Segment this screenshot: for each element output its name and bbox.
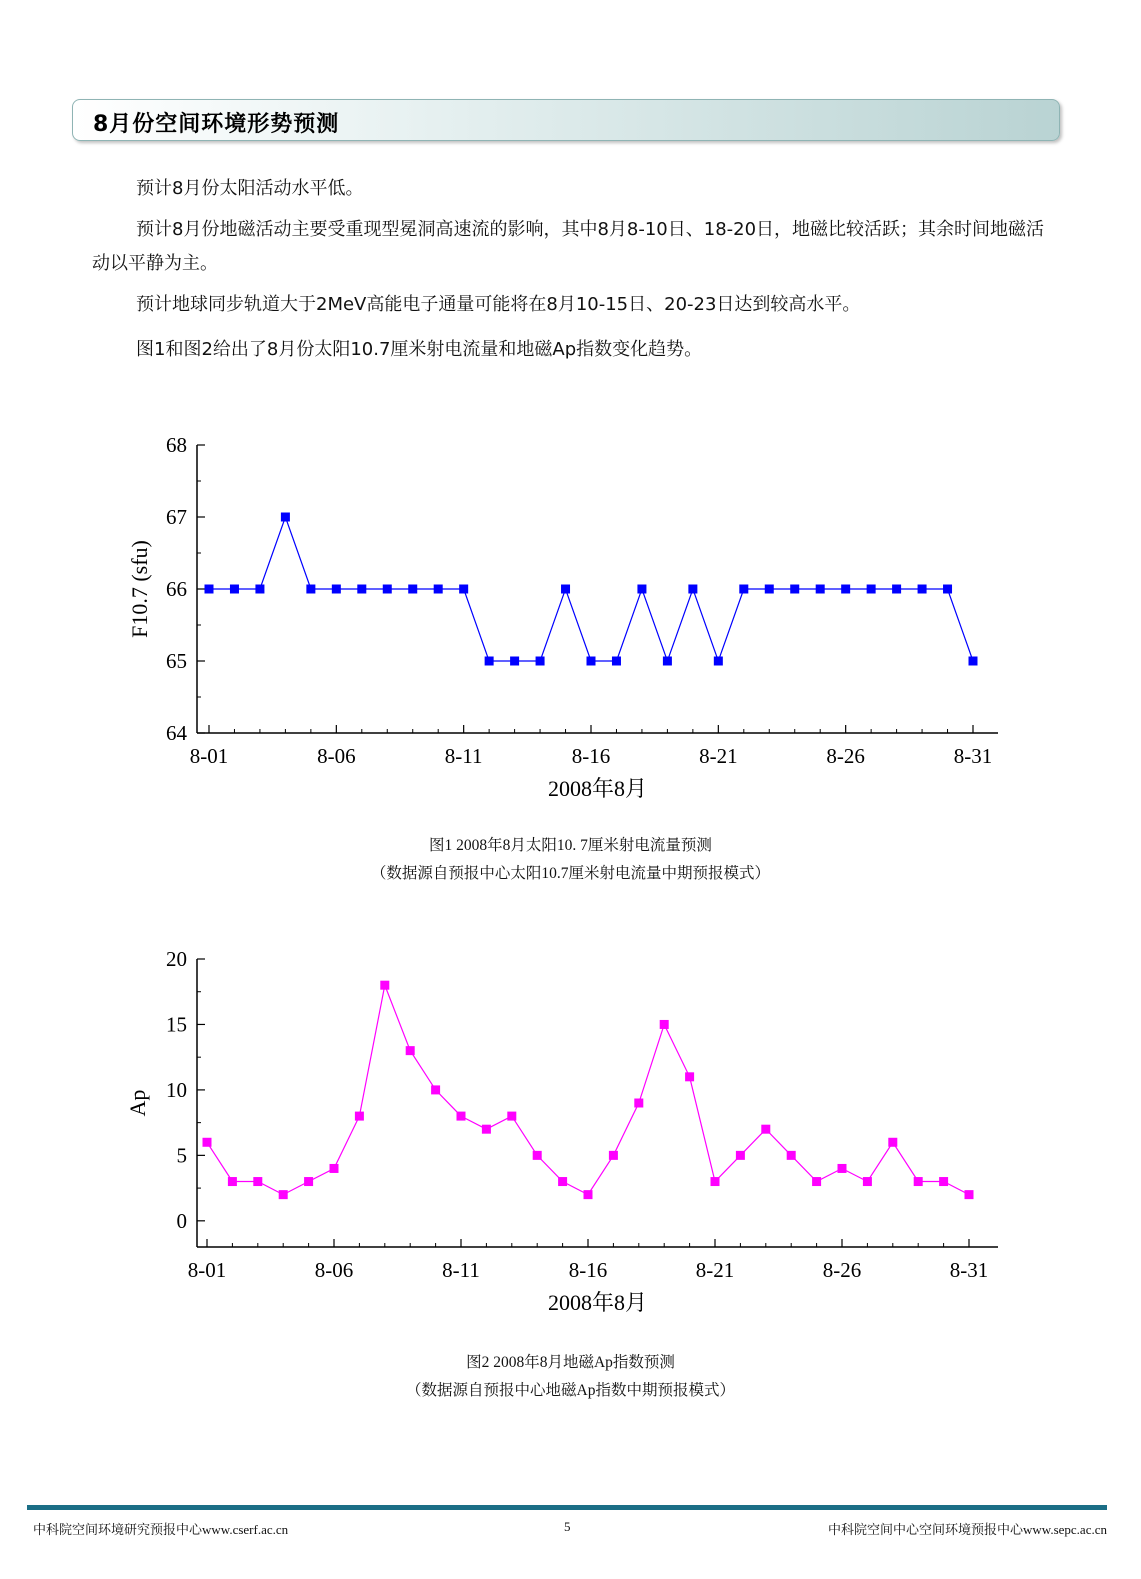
y-tick-label: 67	[166, 505, 187, 529]
paragraph-electron-flux: 预计地球同步轨道大于2MeV高能电子通量可能将在8月10-15日、20-23日达到较高水平。	[136, 294, 861, 315]
data-point	[205, 585, 214, 594]
data-point	[332, 585, 341, 594]
x-tick-label: 8-21	[695, 1258, 735, 1282]
data-point	[867, 585, 876, 594]
data-point	[510, 657, 519, 666]
paragraph-figures-intro: 图1和图2给出了8月份太阳10.7厘米射电流量和地磁Ap指数变化趋势。	[136, 339, 703, 360]
footer-right-link[interactable]: 中科院空间中心空间环境预报中心www.sepc.ac.cn	[828, 1522, 1107, 1537]
data-point	[965, 1190, 974, 1199]
y-tick-label: 64	[166, 721, 187, 745]
y-tick-label: 15	[166, 1012, 187, 1037]
figure1-caption-source: （数据源自预报中心太阳10.7厘米射电流量中期预报模式）	[370, 865, 771, 882]
data-point	[714, 657, 723, 666]
data-point	[507, 1112, 516, 1121]
y-tick-label: 0	[176, 1208, 187, 1233]
paragraph-solar-activity: 预计8月份太阳活动水平低。	[136, 178, 364, 199]
x-tick-label: 8-26	[826, 744, 865, 768]
y-tick-label: 66	[166, 577, 187, 601]
figure1-caption	[0, 832, 1141, 888]
y-axis-title: Ap	[125, 1089, 150, 1117]
data-point	[383, 585, 392, 594]
data-point	[431, 1085, 440, 1094]
x-axis-title: 2008年8月	[547, 776, 648, 801]
data-point	[663, 657, 672, 666]
x-tick-label: 8-11	[442, 1258, 480, 1282]
data-point	[660, 1020, 669, 1029]
figure2-caption	[0, 1349, 1141, 1405]
data-point	[434, 585, 443, 594]
data-point	[561, 585, 570, 594]
data-point	[459, 585, 468, 594]
data-point	[637, 585, 646, 594]
series-line	[207, 985, 969, 1194]
data-point	[406, 1046, 415, 1055]
y-tick-label: 68	[166, 433, 187, 457]
data-point	[533, 1151, 542, 1160]
y-tick-label: 10	[166, 1077, 187, 1102]
data-point	[739, 585, 748, 594]
data-point	[969, 657, 978, 666]
data-point	[939, 1177, 948, 1186]
data-point	[609, 1151, 618, 1160]
data-point	[228, 1177, 237, 1186]
data-point	[230, 585, 239, 594]
x-axis-title: 2008年8月	[547, 1290, 648, 1315]
data-point	[711, 1177, 720, 1186]
x-tick-label: 8-16	[568, 1258, 608, 1282]
data-point	[863, 1177, 872, 1186]
x-tick-label: 8-01	[189, 744, 229, 768]
data-point	[584, 1190, 593, 1199]
data-point	[587, 657, 596, 666]
data-point	[457, 1112, 466, 1121]
data-point	[841, 585, 850, 594]
data-point	[914, 1177, 923, 1186]
data-point	[380, 981, 389, 990]
data-point	[685, 1072, 694, 1081]
page-number: 5	[564, 1519, 571, 1534]
data-point	[612, 657, 621, 666]
figure2-caption-title: 图2 2008年8月地磁Ap指数预测	[466, 1354, 675, 1371]
footer-divider	[27, 1505, 1107, 1510]
y-tick-label: 20	[166, 947, 187, 971]
x-tick-label: 8-31	[949, 1258, 989, 1282]
x-tick-label: 8-16	[571, 744, 611, 768]
data-point	[558, 1177, 567, 1186]
data-point	[765, 585, 774, 594]
data-point	[918, 585, 927, 594]
data-point	[790, 585, 799, 594]
data-point	[838, 1164, 847, 1173]
data-point	[536, 657, 545, 666]
ap-chart	[0, 935, 1141, 1339]
x-tick-label: 8-21	[699, 744, 738, 768]
data-point	[688, 585, 697, 594]
data-point	[306, 585, 315, 594]
y-axis-title: F10.7 (sfu)	[127, 540, 152, 638]
data-point	[888, 1138, 897, 1147]
data-point	[943, 585, 952, 594]
x-tick-label: 8-31	[953, 744, 993, 768]
data-point	[355, 1112, 364, 1121]
ap-chart-svg	[0, 935, 1141, 1335]
series-line	[209, 517, 973, 661]
section-title: 8月份空间环境形势预测	[93, 112, 340, 137]
f107-chart	[0, 420, 1141, 824]
data-point	[482, 1125, 491, 1134]
data-point	[485, 657, 494, 666]
data-point	[255, 585, 264, 594]
data-point	[816, 585, 825, 594]
x-tick-label: 8-26	[822, 1258, 862, 1282]
x-tick-label: 8-11	[444, 744, 483, 768]
x-tick-label: 8-06	[314, 1258, 354, 1282]
data-point	[253, 1177, 262, 1186]
data-point	[812, 1177, 821, 1186]
data-point	[408, 585, 417, 594]
data-point	[279, 1190, 288, 1199]
section-header	[72, 99, 1060, 141]
data-point	[892, 585, 901, 594]
data-point	[787, 1151, 796, 1160]
data-point	[330, 1164, 339, 1173]
figure2-caption-source: （数据源自预报中心地磁Ap指数中期预报模式）	[406, 1382, 735, 1399]
footer-left-link[interactable]: 中科院空间环境研究预报中心www.cserf.ac.cn	[33, 1522, 289, 1537]
y-tick-label: 65	[166, 649, 187, 673]
data-point	[203, 1138, 212, 1147]
data-point	[304, 1177, 313, 1186]
x-tick-label: 8-06	[317, 744, 356, 768]
data-point	[281, 513, 290, 522]
f107-chart-svg	[0, 420, 1141, 820]
data-point	[736, 1151, 745, 1160]
paragraph-geomagnetic: 预计8月份地磁活动主要受重现型冕洞高速流的影响，其中8月8-10日、18-20日，地磁比较活跃；其余时间地磁活动以平静为主。	[92, 219, 1045, 274]
data-point	[357, 585, 366, 594]
data-point	[761, 1125, 770, 1134]
figure1-caption-title: 图1 2008年8月太阳10. 7厘米射电流量预测	[429, 837, 712, 854]
data-point	[634, 1099, 643, 1108]
y-tick-label: 5	[176, 1143, 187, 1168]
x-tick-label: 8-01	[187, 1258, 227, 1282]
